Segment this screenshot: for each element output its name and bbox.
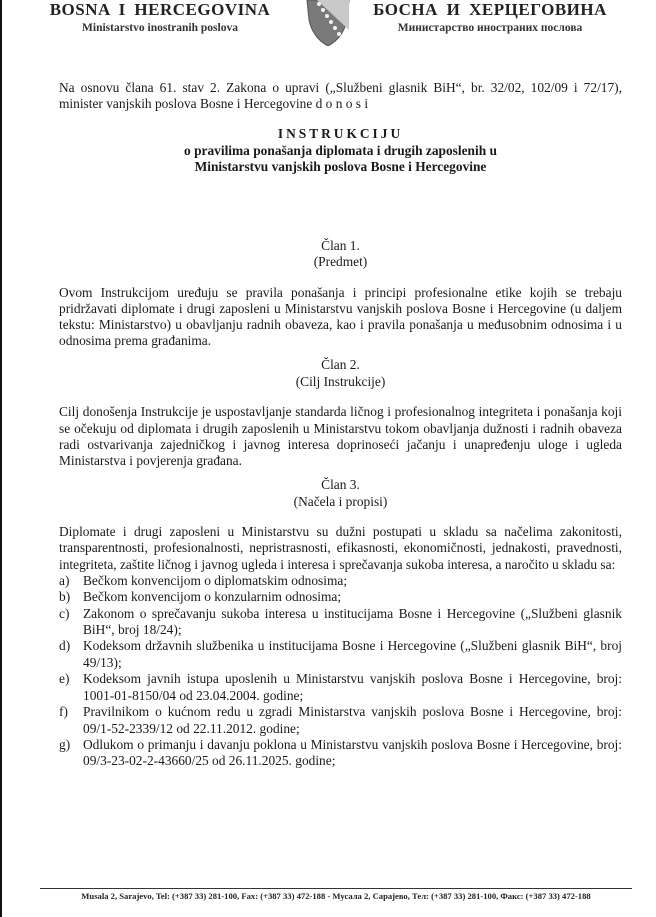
article-number: Član 1. — [321, 237, 360, 253]
list-item: f) Pravilnikom o kućnom redu u zgradi Ministarstva vanjskih poslova Bosne i Hercegovine, broj: 09/1-52-2339/12 od 22.11.2012. godine; — [59, 704, 622, 736]
list-item: d) Kodeksom državnih službenika u institucijama Bosne i Hercegovine („Službeni glasnik BiH“, broj 49/13); — [59, 638, 622, 670]
article-text: Diplomate i drugi zaposleni u Ministarstvu su dužni postupati u skladu sa načelima zakonitosti, transparentnosti, profesionalnosti, nepristrasnosti, efikasnosti, ekonomičnosti, jednakosti, pravednosti, integriteta, zaštite ličnog i javnog ugleda i interesa i sprečavanja sukoba interesa, a naročito u skladu sa: — [59, 524, 622, 572]
footer-address: Musala 2, Sarajevo, Tel: (+387 33) 281-100, Fax: (+387 33) 472-188 - Мусала 2, Сарајево, Тел: (+387 33) 281-100, Факс: (+387 33) 472-188 — [81, 891, 591, 901]
country-name-latin: BOSNA I HERCEGOVINA — [49, 0, 271, 19]
article-subject: (Načela i propisi) — [293, 493, 388, 509]
list-item: g) Odlukom o primanju i davanju poklona u Ministarstvu vanjskih poslova Bosne i Hercegovine, broj: 09/3-23-02-2-43660/25 od 26.11.2025. godine; — [59, 736, 622, 769]
article-number: Član 3. — [321, 477, 360, 493]
article-heading — [59, 357, 622, 390]
footer-divider — [40, 888, 632, 889]
ministry-name-latin: Ministarstvo inostranih poslova — [82, 22, 238, 34]
coat-of-arms-icon — [303, 0, 353, 46]
ministry-name-cyrillic: Министарство иностраних послова — [397, 22, 583, 34]
preamble: Na osnovu člana 61. stav 2. Zakona o upravi („Službeni glasnik BiH“, br. 32/02, 102/09 i 72/17), minister vanjskih poslova Bosne i Hercegovine d o n o s i — [59, 80, 622, 112]
article-2 — [59, 357, 622, 469]
list-item: b) Bečkom konvencijom o konzularnim odnosima; — [59, 589, 342, 605]
scan-edge — [0, 0, 2, 917]
title-main: INSTRUKCIJU — [277, 126, 404, 142]
article-text: Cilj donošenja Instrukcije je uspostavljanje standarda ličnog i profesionalnog integriteta i ponašanja koji se očekuju od diplomata i drugih zaposlenih u Ministarstvu tokom obavljanja dužnosti i radnih obaveza radi ostvarivanja zajedničkog i javnog interesa doprinoseći jačanju i unapređenju uloge i ugleda Ministarstva i povjerenja građana. — [59, 404, 622, 469]
list-item: e) Kodeksom javnih istupa uposlenih u Ministarstvu vanjskih poslova Bosne i Hercegovine, broj: 1001-01-8150/04 od 23.04.2004. godine; — [59, 671, 622, 703]
list-item: a) Bečkom konvencijom o diplomatskim odnosima; — [59, 572, 348, 588]
title-line-1: o pravilima ponašanja diplomata i drugih zaposlenih u — [184, 142, 497, 158]
list-item: c) Zakonom o sprečavanju sukoba interesa u institucijama Bosne i Hercegovine („Službeni glasnik BiH“, broj 18/24); — [59, 605, 622, 638]
regulation-list — [59, 573, 622, 770]
article-subject: (Predmet) — [313, 254, 368, 270]
article-text: Ovom Instrukcijom uređuju se pravila ponašanja i principi profesionalne etike kojih se trebaju pridržavati diplomate i drugi zaposleni u Ministarstvu vanjskih poslova Bosne i Hercegovine (u daljem tekstu: Ministarstvo) u obavljanju radnih obaveza, kao i pravila ponašanja u međusobnim odnosima i u odnosima prema građanima. — [59, 284, 622, 349]
letterhead-cyrillic — [360, 0, 620, 36]
document-title — [59, 126, 622, 175]
letterhead — [0, 0, 656, 50]
article-3 — [59, 477, 622, 769]
article-1 — [59, 238, 622, 350]
document-body — [59, 80, 622, 770]
title-line-2: Ministarstvu vanjskih poslova Bosne i Hercegovine — [194, 159, 487, 175]
page-footer — [40, 888, 632, 901]
article-heading — [59, 477, 622, 510]
country-name-cyrillic: БОСНА И ХЕРЦЕГОВИНА — [373, 0, 607, 19]
article-number: Član 2. — [321, 357, 360, 373]
article-subject: (Cilj Instrukcije) — [295, 373, 386, 389]
letterhead-latin — [30, 0, 290, 36]
article-heading — [59, 238, 622, 271]
